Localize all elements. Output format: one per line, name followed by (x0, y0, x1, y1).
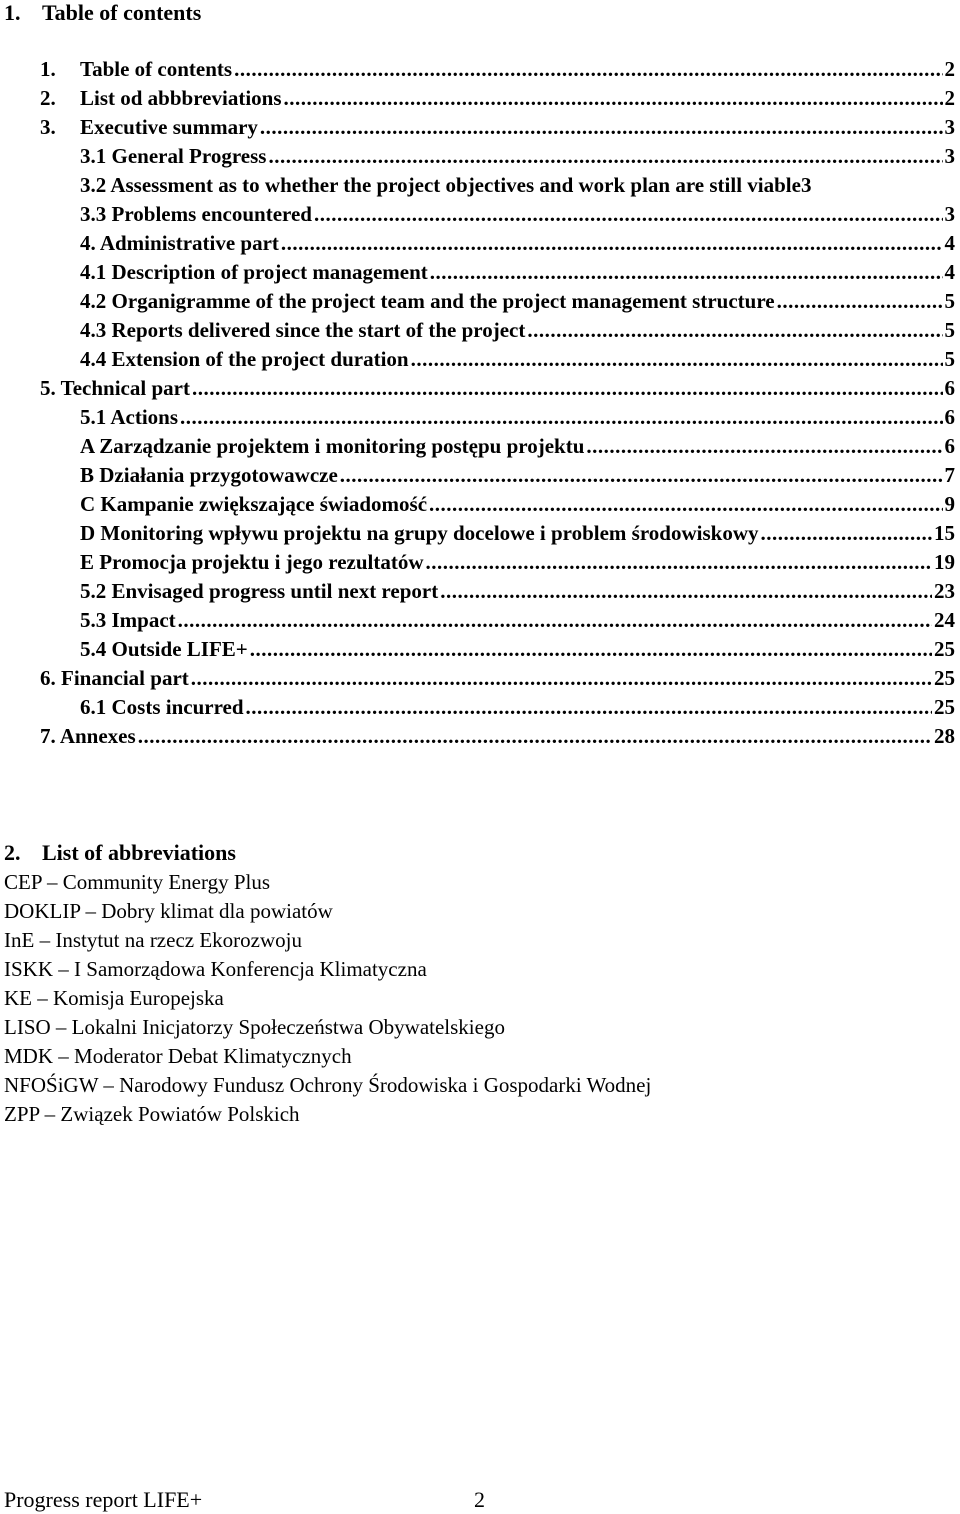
abbreviation-separator: – (37, 986, 48, 1010)
abbreviation-code: LISO (4, 1015, 51, 1039)
toc-entry[interactable] (80, 403, 955, 432)
abbreviation-expansion: Instytut na rzecz Ekorozwoju (55, 928, 302, 952)
abbreviation-expansion: Dobry klimat dla powiatów (101, 899, 333, 923)
toc-dot-leader (234, 55, 942, 84)
abbreviation-code: MDK (4, 1044, 54, 1068)
abbreviation-code: ISKK (4, 957, 54, 981)
toc-entry-page: 25 (934, 666, 955, 690)
toc-entry-page: 3 (944, 115, 955, 139)
toc-entry-title: 5.2 Envisaged progress until next report (80, 579, 439, 603)
toc-entry-title: 6. Financial part (40, 666, 189, 690)
abbreviation-code: ZPP (4, 1102, 40, 1126)
toc-entry[interactable] (40, 374, 955, 403)
toc-entry[interactable] (80, 171, 955, 200)
toc-dot-leader (430, 258, 943, 287)
toc-dot-leader (411, 345, 943, 374)
toc-entry-page: 6 (944, 376, 955, 400)
toc-entry-page: 3 (944, 202, 955, 226)
abbreviation-item (4, 1042, 904, 1071)
toc-entry[interactable] (40, 664, 955, 693)
toc-entry[interactable] (80, 432, 955, 461)
abbreviation-expansion: Community Energy Plus (62, 870, 271, 894)
abbreviation-item (4, 1071, 904, 1100)
abbreviation-code: DOKLIP (4, 899, 81, 923)
abbreviation-expansion: Związek Powiatów Polskich (60, 1102, 300, 1126)
toc-entry-number: 2. (40, 86, 56, 110)
toc-entry[interactable] (80, 142, 955, 171)
toc-entry-page: 9 (944, 492, 955, 516)
toc-entry-page: 7 (944, 463, 955, 487)
toc-dot-leader (180, 403, 942, 432)
toc-entry-title: Executive summary (80, 115, 258, 139)
toc-entry-page: 19 (934, 550, 955, 574)
toc-entry-number: 3. (40, 115, 56, 139)
toc-entry-page: 25 (934, 637, 955, 661)
toc-dot-leader (777, 287, 943, 316)
abbreviation-item (4, 1100, 904, 1129)
toc-entry[interactable] (80, 316, 955, 345)
section-heading-abbreviations (4, 842, 236, 864)
toc-dot-leader (429, 490, 942, 519)
abbreviation-separator: – (58, 1044, 69, 1068)
section-title: Table of contents (42, 0, 202, 25)
toc-entry-title: 5.3 Impact (80, 608, 176, 632)
abbreviation-code: CEP (4, 870, 42, 894)
toc-entry-title: 6.1 Costs incurred (80, 695, 244, 719)
toc-dot-leader (340, 461, 943, 490)
toc-entry-title: 4.2 Organigramme of the project team and the project management structure (80, 289, 775, 313)
toc-entry-title: 5. Technical part (40, 376, 190, 400)
toc-dot-leader (314, 200, 943, 229)
toc-dot-leader (250, 635, 932, 664)
toc-entry-page: 24 (934, 608, 955, 632)
toc-entry-page: 23 (934, 579, 955, 603)
toc-entry[interactable] (80, 548, 955, 577)
toc-entry[interactable] (80, 577, 955, 606)
abbreviation-item (4, 984, 904, 1013)
toc-dot-leader (426, 548, 932, 577)
toc-entry-title: B Działania przygotowawcze (80, 463, 338, 487)
toc-dot-leader (281, 229, 943, 258)
toc-dot-leader (268, 142, 942, 171)
toc-entry[interactable] (80, 287, 955, 316)
section-number: 2. (4, 840, 21, 865)
toc-entry-title: 4.4 Extension of the project duration (80, 347, 409, 371)
toc-dot-leader (246, 693, 932, 722)
toc-entry-page: 15 (934, 521, 955, 545)
toc-entry-title: 7. Annexes (40, 724, 136, 748)
abbreviation-separator: – (58, 957, 69, 981)
toc-entry-page: 6 (944, 434, 955, 458)
toc-entry-page: 3 (944, 144, 955, 168)
toc-entry[interactable] (40, 113, 955, 142)
toc-entry-title: 3.1 General Progress (80, 144, 267, 168)
toc-entry-page: 28 (934, 724, 955, 748)
abbreviation-separator: – (55, 1015, 67, 1039)
toc-entry[interactable] (80, 258, 955, 287)
toc-dot-leader (178, 606, 932, 635)
toc-entry-title: 5.1 Actions (80, 405, 179, 429)
toc-entry-title: List od abbbreviations (80, 86, 282, 110)
abbreviation-item (4, 897, 904, 926)
abbreviation-expansion: Moderator Debat Klimatycznych (74, 1044, 352, 1068)
abbreviation-list (4, 868, 904, 1129)
abbreviation-expansion: Lokalni Inicjatorzy Społeczeństwa Obywatelskiego (71, 1015, 505, 1039)
footer-page-number: 2 (474, 1487, 485, 1512)
toc-entry-title: 4.1 Description of project management (80, 260, 428, 284)
toc-entry[interactable] (80, 490, 955, 519)
toc-entry-title: 3.2 Assessment as to whether the project objectives and work plan are still viable (80, 173, 801, 197)
toc-entry-number: 1. (40, 57, 56, 81)
toc-entry[interactable] (40, 55, 955, 84)
toc-entry-title: E Promocja projektu i jego rezultatów (80, 550, 424, 574)
abbreviation-separator: – (46, 870, 58, 894)
abbreviation-item (4, 926, 904, 955)
toc-entry-page: 6 (944, 405, 955, 429)
toc-entry[interactable] (40, 722, 955, 751)
section-number: 1. (4, 0, 21, 25)
toc-entry-title: Table of contents (80, 57, 233, 81)
abbreviation-separator: – (39, 928, 51, 952)
abbreviation-code: KE (4, 986, 32, 1010)
toc-entry-page: 2 (944, 57, 955, 81)
footer-text: Progress report LIFE+ (4, 1487, 203, 1512)
toc-dot-leader (440, 577, 932, 606)
toc-dot-leader (191, 664, 932, 693)
abbreviation-separator: – (44, 1102, 56, 1126)
toc-entry-page: 2 (944, 86, 955, 110)
toc-dot-leader (527, 316, 942, 345)
toc-entry-title: D Monitoring wpływu projektu na grupy docelowe i problem środowiskowy (80, 521, 759, 545)
abbreviation-item (4, 1013, 904, 1042)
toc-entry[interactable] (80, 693, 955, 722)
toc-entry-page: 3 (800, 173, 812, 197)
toc-entry-title: A Zarządzanie projektem i monitoring postępu projektu (80, 434, 585, 458)
toc-dot-leader (192, 374, 943, 403)
abbreviation-item (4, 868, 904, 897)
toc-entry[interactable] (40, 84, 955, 113)
toc-entry-title: 4. Administrative part (80, 231, 279, 255)
toc-dot-leader (138, 722, 932, 751)
abbreviation-code: NFOŚiGW (4, 1073, 99, 1097)
toc-entry-page: 5 (944, 289, 955, 313)
abbreviation-item (4, 955, 904, 984)
toc-entry[interactable] (80, 635, 955, 664)
toc-entry-page: 5 (944, 347, 955, 371)
toc-entry[interactable] (80, 200, 955, 229)
abbreviation-expansion: I Samorządowa Konferencja Klimatyczna (74, 957, 427, 981)
toc-entry[interactable] (80, 461, 955, 490)
abbreviation-expansion: Narodowy Fundusz Ochrony Środowiska i Gospodarki Wodnej (119, 1073, 652, 1097)
abbreviation-code: InE (4, 928, 35, 952)
toc-entry-page: 5 (944, 318, 955, 342)
toc-entry-page: 25 (934, 695, 955, 719)
toc-entry[interactable] (80, 345, 955, 374)
toc-entry-title: 5.4 Outside LIFE+ (80, 637, 248, 661)
abbreviation-separator: – (103, 1073, 114, 1097)
toc-dot-leader (284, 84, 943, 113)
toc-entry[interactable] (80, 229, 955, 258)
toc-dot-leader (586, 432, 942, 461)
toc-dot-leader (260, 113, 943, 142)
abbreviation-separator: – (85, 899, 96, 923)
toc-entry-title: C Kampanie zwiększające świadomość (80, 492, 428, 516)
page-footer (4, 1486, 504, 1514)
section-title: List of abbreviations (42, 840, 236, 865)
abbreviation-expansion: Komisja Europejska (53, 986, 224, 1010)
toc-entry-page: 4 (944, 260, 955, 284)
toc-entry-title: 4.3 Reports delivered since the start of the project (80, 318, 526, 342)
toc-entry[interactable] (80, 606, 955, 635)
toc-entry-title: 3.3 Problems encountered (80, 202, 312, 226)
toc-entry-page: 4 (944, 231, 955, 255)
toc-entry[interactable] (80, 519, 955, 548)
toc-dot-leader (760, 519, 932, 548)
